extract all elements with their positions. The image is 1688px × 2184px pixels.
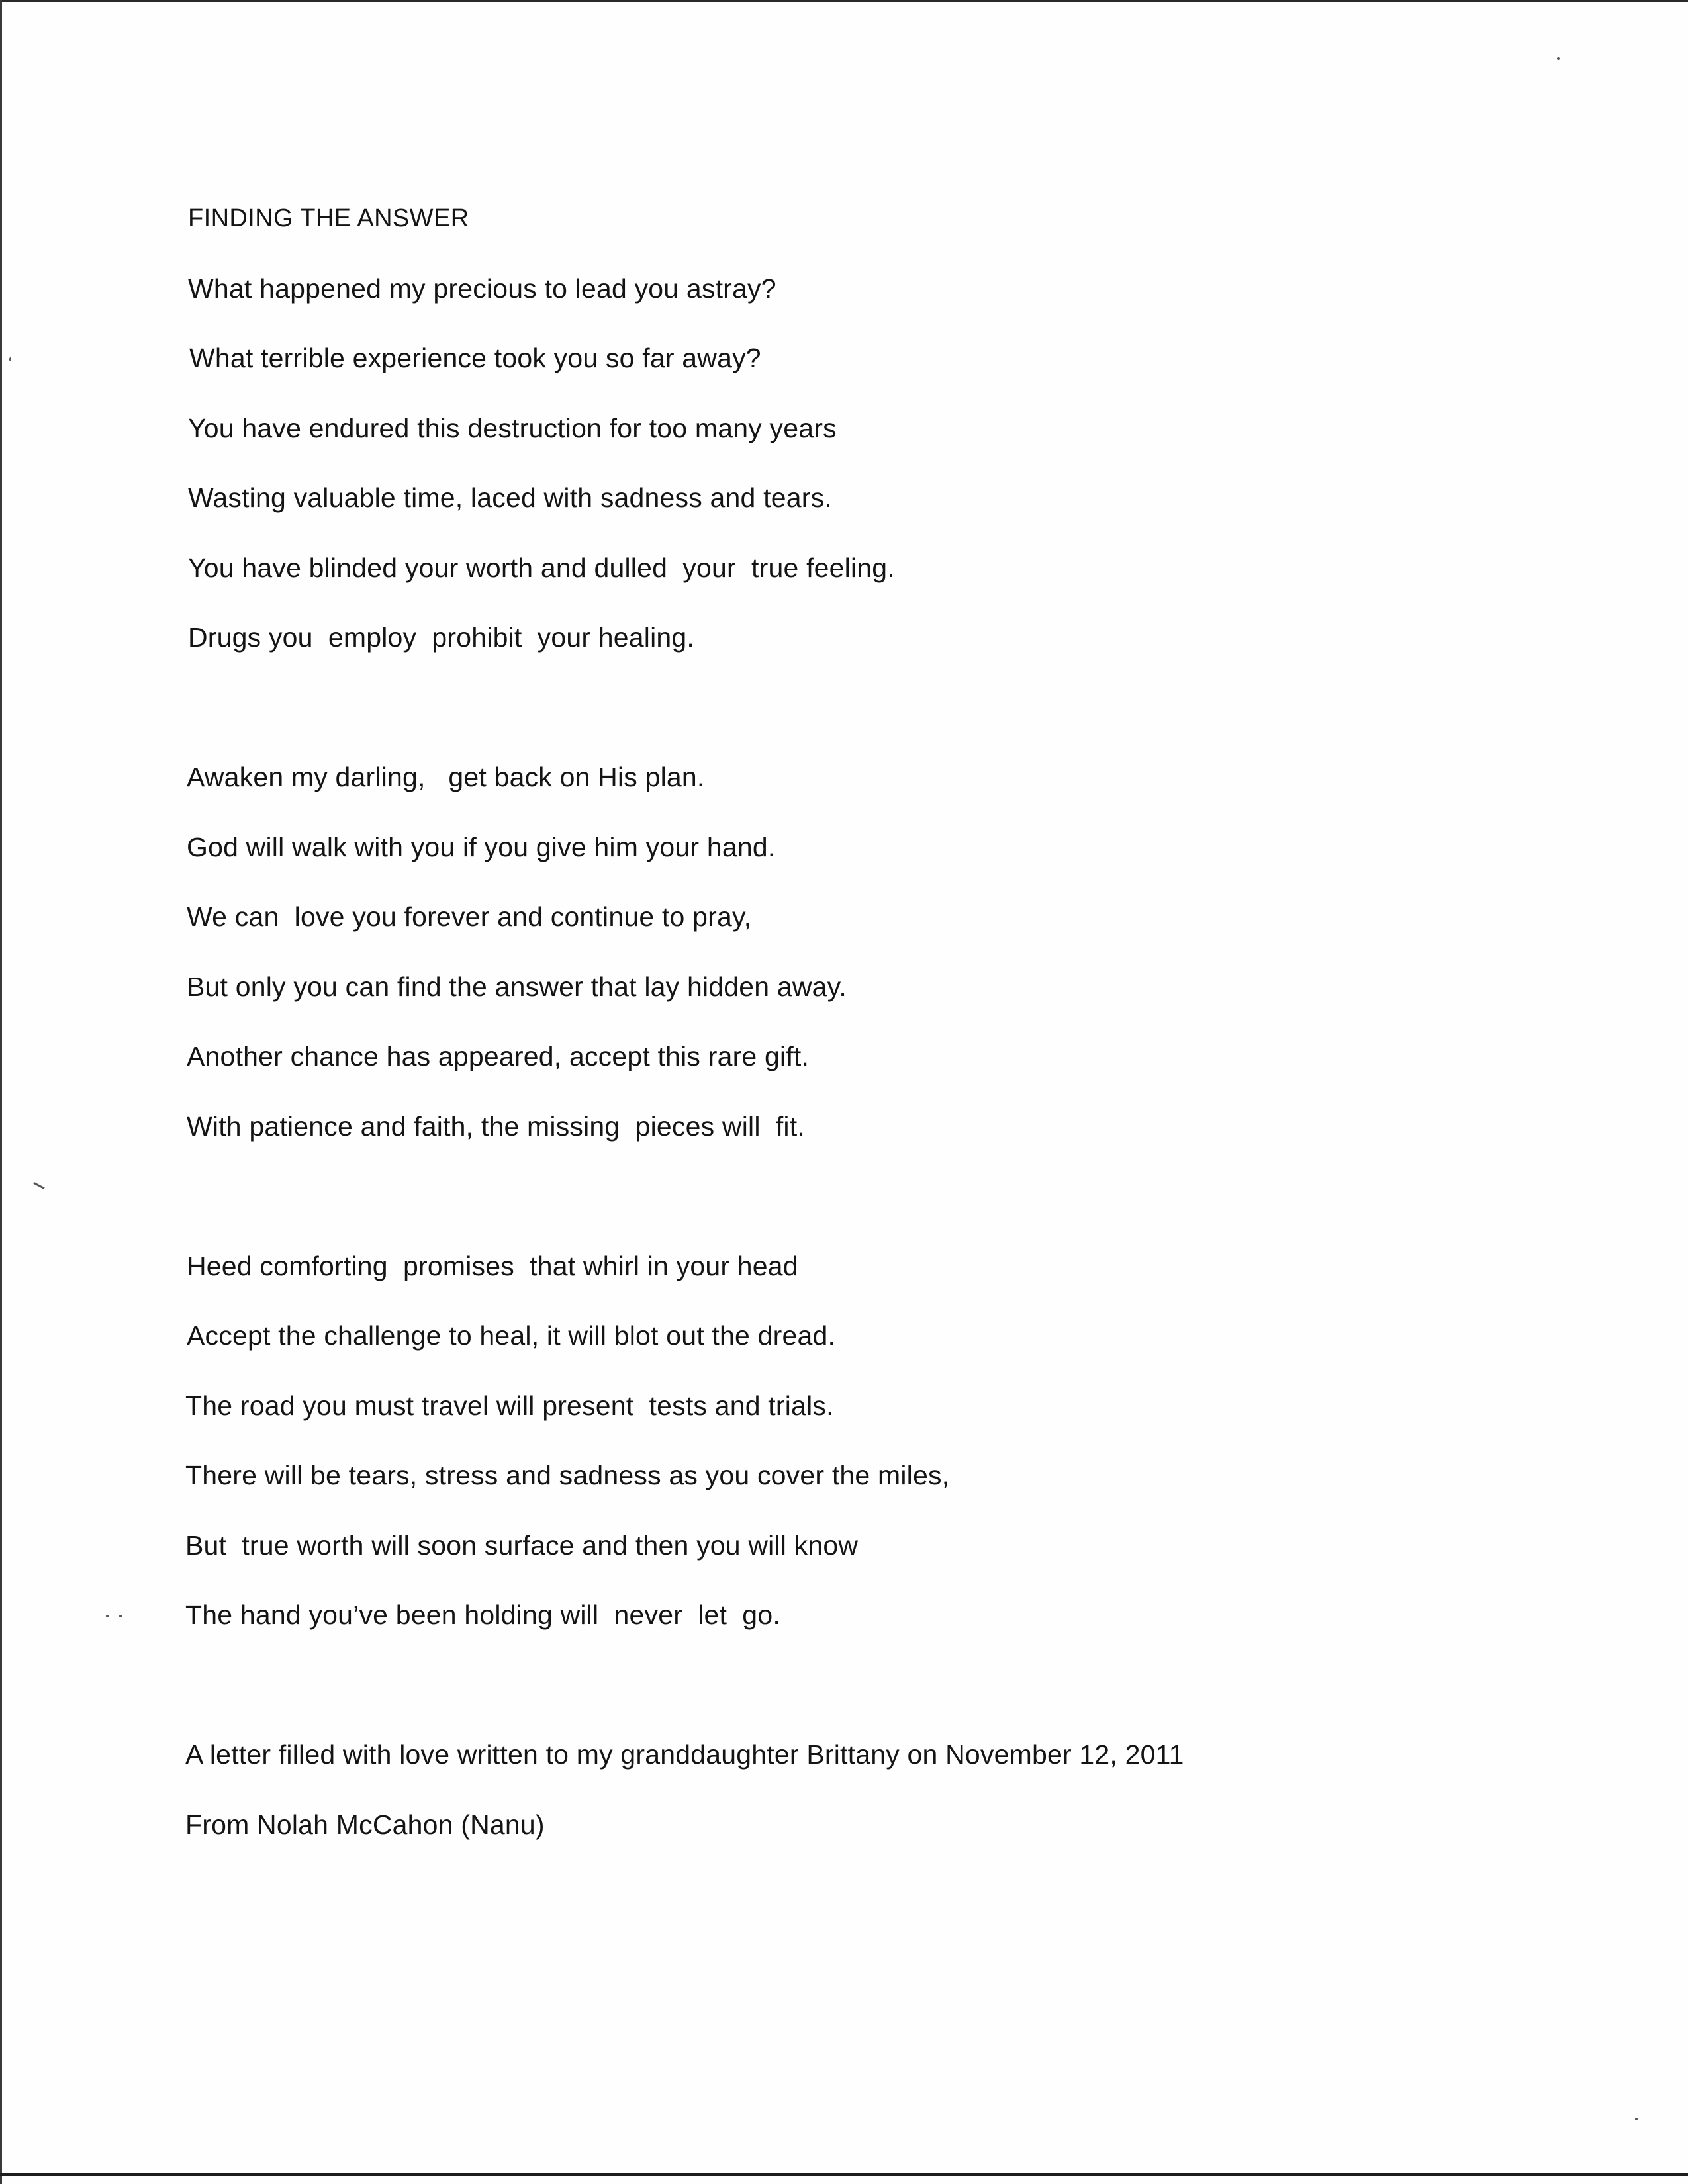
poem-line: Accept the challenge to heal, it will blot out the dread.	[187, 1320, 836, 1351]
signature-line: From Nolah McCahon (Nanu)	[185, 1809, 545, 1840]
poem-line: We can love you forever and continue to pray,	[187, 901, 752, 932]
poem-line: But true worth will soon surface and then you will know	[185, 1530, 859, 1561]
poem-line: With patience and faith, the missing pieces will fit.	[187, 1111, 805, 1142]
poem-title: FINDING THE ANSWER	[188, 205, 469, 232]
poem-line: You have endured this destruction for too many years	[188, 413, 837, 443]
poem-line: But only you can find the answer that lay hidden away.	[187, 972, 847, 1002]
poem-line: The road you must travel will present tests and trials.	[185, 1390, 834, 1421]
poem-line: You have blinded your worth and dulled your true feeling.	[188, 553, 895, 583]
dedication-line: A letter filled with love written to my granddaughter Brittany on November 12, 2011	[185, 1739, 1184, 1770]
poem-line: Wasting valuable time, laced with sadness and tears.	[188, 482, 832, 513]
poem-line: Awaken my darling, get back on His plan.	[187, 762, 705, 792]
poem-line: There will be tears, stress and sadness as you cover the miles,	[185, 1460, 950, 1490]
poem-line: The hand you’ve been holding will never let go.	[185, 1600, 780, 1630]
poem-line: God will walk with you if you give him your hand.	[187, 832, 776, 862]
poem-line: What terrible experience took you so far away?	[189, 343, 761, 373]
poem-line: Drugs you employ prohibit your healing.	[188, 622, 695, 653]
poem-line: Another chance has appeared, accept this rare gift.	[187, 1041, 810, 1071]
poem-line: Heed comforting promises that whirl in your head	[187, 1251, 798, 1281]
poem-line: What happened my precious to lead you astray?	[188, 273, 776, 304]
